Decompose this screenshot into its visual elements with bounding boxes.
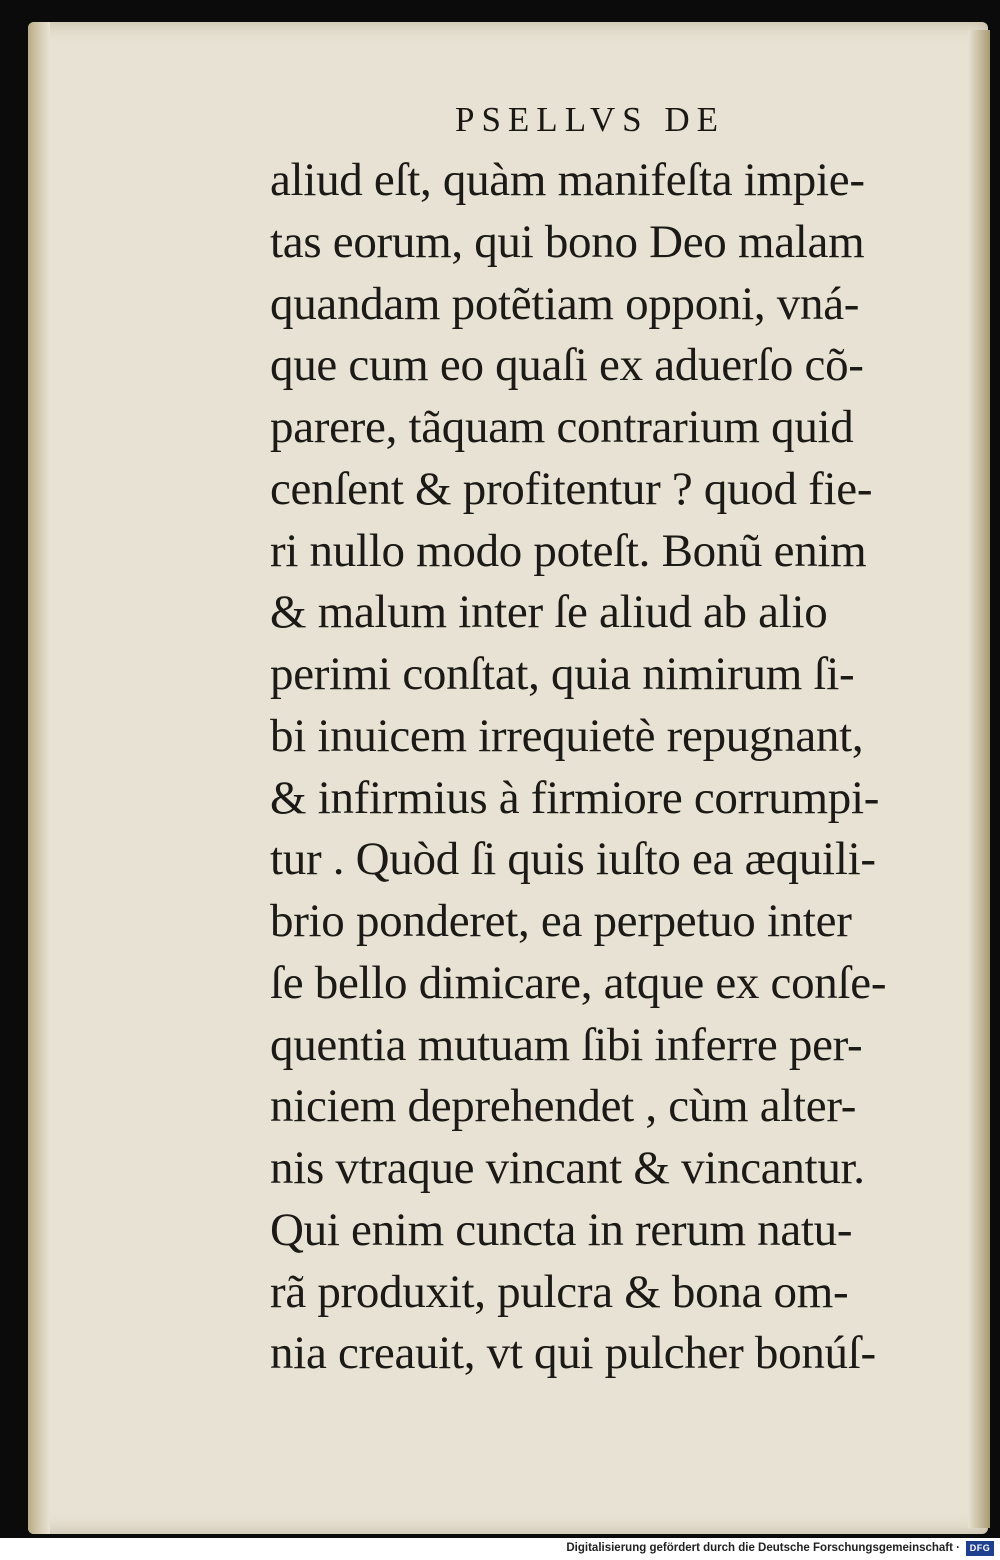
text-line: quandam potẽtiam opponi, vná- [270,277,860,330]
text-line: nis vtraque vincant & vincantur. [270,1142,865,1194]
text-line: & infirmius à firmiore corrumpi- [270,771,880,824]
text-line: parere, tãquam contrarium quid [270,401,854,453]
page-fore-edge [968,30,990,1528]
text-line: ſe bello dimicare, atque ex conſe- [270,956,887,1009]
text-line: Qui enim cuncta in rerum natu- [270,1203,853,1256]
text-line: niciem deprehendet , cùm alter- [270,1080,857,1133]
text-line: cenſent & profitentur ? quod fie- [270,462,873,515]
text-line: bi inuicem irrequietè repugnant, [270,709,864,762]
page-gutter [28,22,50,1534]
text-line: ri nullo modo poteſt. Bonũ enim [270,524,867,577]
text-line: brio ponderet, ea perpetuo inter [270,895,852,947]
running-head: PSELLVS DE [455,100,726,139]
text-line: tas eorum, qui bono Deo malam [270,215,865,268]
text-line: quentia mutuam ſibi inferre per- [270,1018,863,1071]
text-line: rã produxit, pulcra & bona om- [270,1265,849,1318]
digitization-credit: Digitalisierung gefördert durch die Deutsche Forschungsgemeinschaft · [566,1542,960,1554]
text-block [270,150,935,1385]
dfg-logo-icon: DFG [966,1541,994,1556]
text-line: nia creauit, vt qui pulcher bonúſ- [270,1327,876,1380]
text-line: & malum inter ſe aliud ab alio [270,586,828,639]
text-line: perimi conſtat, quia nimirum ſi- [270,648,855,700]
text-line: que cum eo quaſi ex aduerſo cõ- [270,339,864,392]
text-line: aliud eſt, quàm manifeſta impie- [270,154,865,206]
text-line: tur . Quòd ſi quis iuſto ea æquili- [270,833,876,886]
footer-bar [0,1538,1000,1560]
